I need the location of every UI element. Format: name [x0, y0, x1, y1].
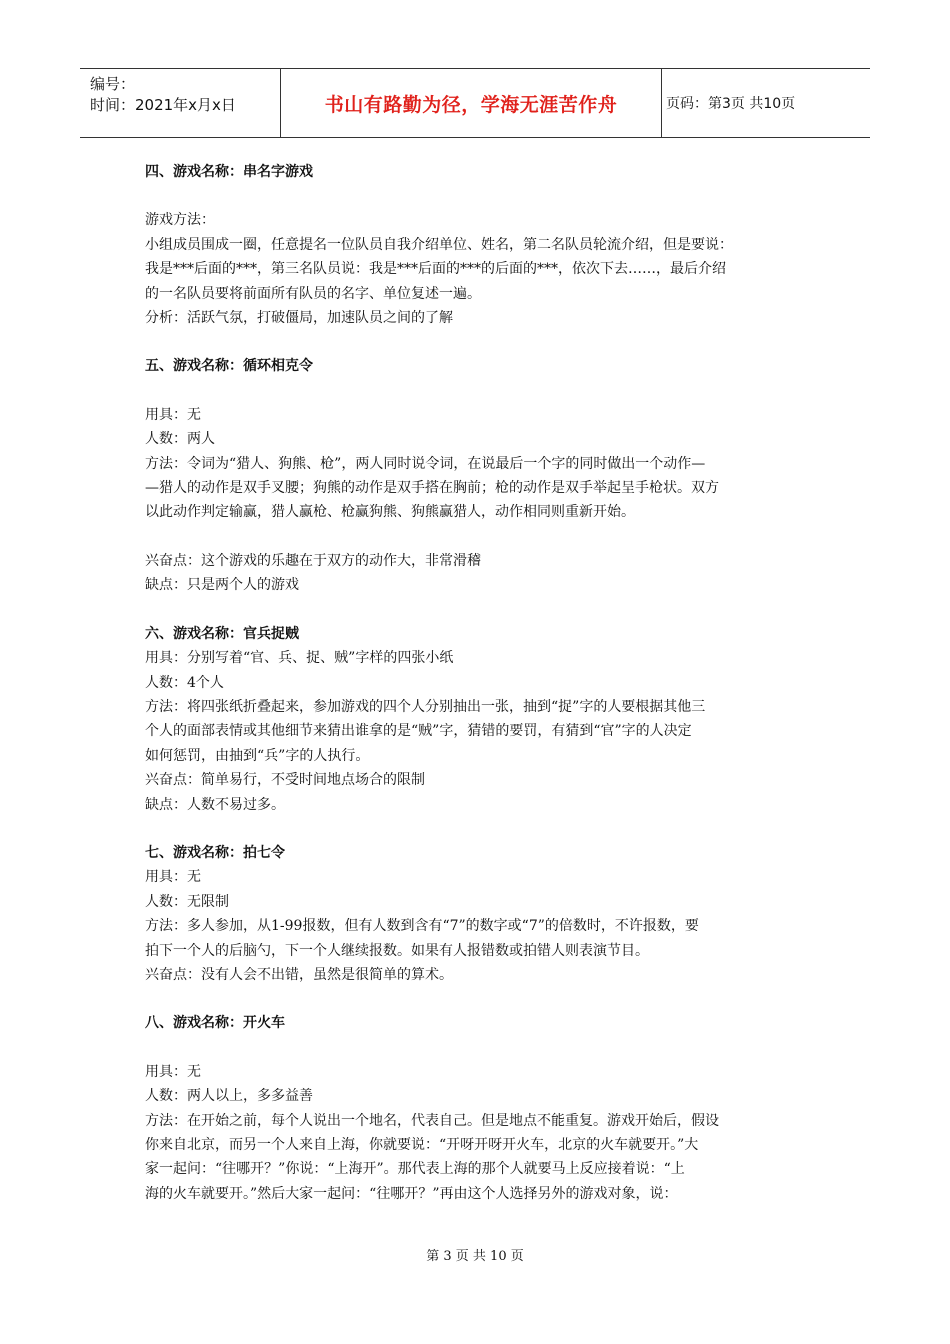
header-meta [80, 69, 280, 137]
text-line: 的一名队员要将前面所有队员的名字、单位复述一遍。 [145, 285, 481, 302]
text-line: 家一起问：“往哪开？”你说：“上海开”。那代表上海的那个人就要马上反应接着说：“上 [145, 1161, 685, 1178]
text-line: 海的火车就要开。”然后大家一起问：“往哪开？”再由这个人选择另外的游戏对象，说： [145, 1185, 678, 1202]
document-header [80, 68, 870, 138]
section-title-4: 四、游戏名称：串名字游戏 [145, 164, 313, 180]
text-line: 缺点：人数不易过多。 [145, 796, 285, 813]
text-line: —猎人的动作是双手叉腰；狗熊的动作是双手搭在胸前；枪的动作是双手举起呈手枪状。双方 [145, 480, 719, 497]
text-line: 以此动作判定输赢，猎人赢枪、枪赢狗熊、狗熊赢猎人，动作相同则重新开始。 [145, 504, 635, 521]
text-line: 我是***后面的***，第三名队员说：我是***后面的***的后面的***，依次下去……，最后介绍 [145, 261, 726, 278]
text-line: 方法：在开始之前，每个人说出一个地名，代表自己。但是地点不能重复。游戏开始后，假设 [145, 1112, 719, 1129]
text-line: 用具：无 [145, 869, 201, 886]
text-line: 拍下一个人的后脑勺，下一个人继续报数。如果有人报错数或拍错人则表演节目。 [145, 942, 649, 959]
section-title-8: 八、游戏名称：开火车 [145, 1015, 285, 1032]
text-line: 用具：分别写着“官、兵、捉、贼”字样的四张小纸 [145, 650, 454, 667]
text-line: 兴奋点：这个游戏的乐趣在于双方的动作大，非常滑稽 [145, 552, 481, 569]
header-motto-cell [280, 69, 662, 137]
text-line: 缺点：只是两个人的游戏 [145, 577, 299, 594]
text-line: 方法：令词为“猎人、狗熊、枪”，两人同时说令词，在说最后一个字的同时做出一个动作— [145, 455, 706, 472]
text-line: 人数：4个人 [145, 674, 224, 691]
text-line: 用具：无 [145, 1063, 201, 1080]
document-body [145, 160, 810, 1206]
text-line: 你来自北京，而另一个人来自上海，你就要说：“开呀开呀开火车，北京的火车就要开。”大 [145, 1137, 699, 1153]
text-line: 个人的面部表情或其他细节来猜出谁拿的是“贼”字，猜错的要罚，有猜到“官”字的人决定 [145, 723, 692, 740]
text-line: 用具：无 [145, 406, 201, 423]
document-date-label: 时间：2021年x月x日 [90, 96, 236, 114]
header-motto: 书山有路勤为径，学海无涯苦作舟 [324, 93, 618, 116]
text-line: 兴奋点：没有人会不出错，虽然是很简单的算术。 [145, 966, 453, 983]
text-line: 游戏方法： [145, 212, 215, 229]
text-line: 人数：两人 [145, 431, 215, 448]
page-footer: 第 3 页 共 10 页 [426, 1249, 524, 1264]
text-line: 人数：两人以上，多多益善 [145, 1088, 313, 1105]
text-line: 人数：无限制 [145, 893, 229, 910]
document-id-label: 编号： [90, 75, 136, 93]
section-title-7: 七、游戏名称：拍七令 [145, 844, 285, 861]
text-line: 方法：将四张纸折叠起来，参加游戏的四个人分别抽出一张，抽到“捉”字的人要根据其他三 [145, 698, 706, 715]
header-page-info: 页码：第3页 共10页 [666, 96, 796, 112]
text-line: 方法：多人参加，从1-99报数，但有人数到含有“7”的数字或“7”的倍数时，不许报数，要 [145, 918, 699, 935]
section-title-6: 六、游戏名称：官兵捉贼 [145, 625, 299, 642]
text-line: 小组成员围成一圈，任意提名一位队员自我介绍单位、姓名，第二名队员轮流介绍，但是要说： [145, 236, 733, 253]
section-title-5: 五、游戏名称：循环相克令 [145, 358, 313, 375]
text-line: 分析：活跃气氛，打破僵局，加速队员之间的了解 [145, 310, 453, 327]
text-line: 兴奋点：简单易行，不受时间地点场合的限制 [145, 772, 425, 789]
text-line: 如何惩罚，由抽到“兵”字的人执行。 [145, 747, 370, 764]
